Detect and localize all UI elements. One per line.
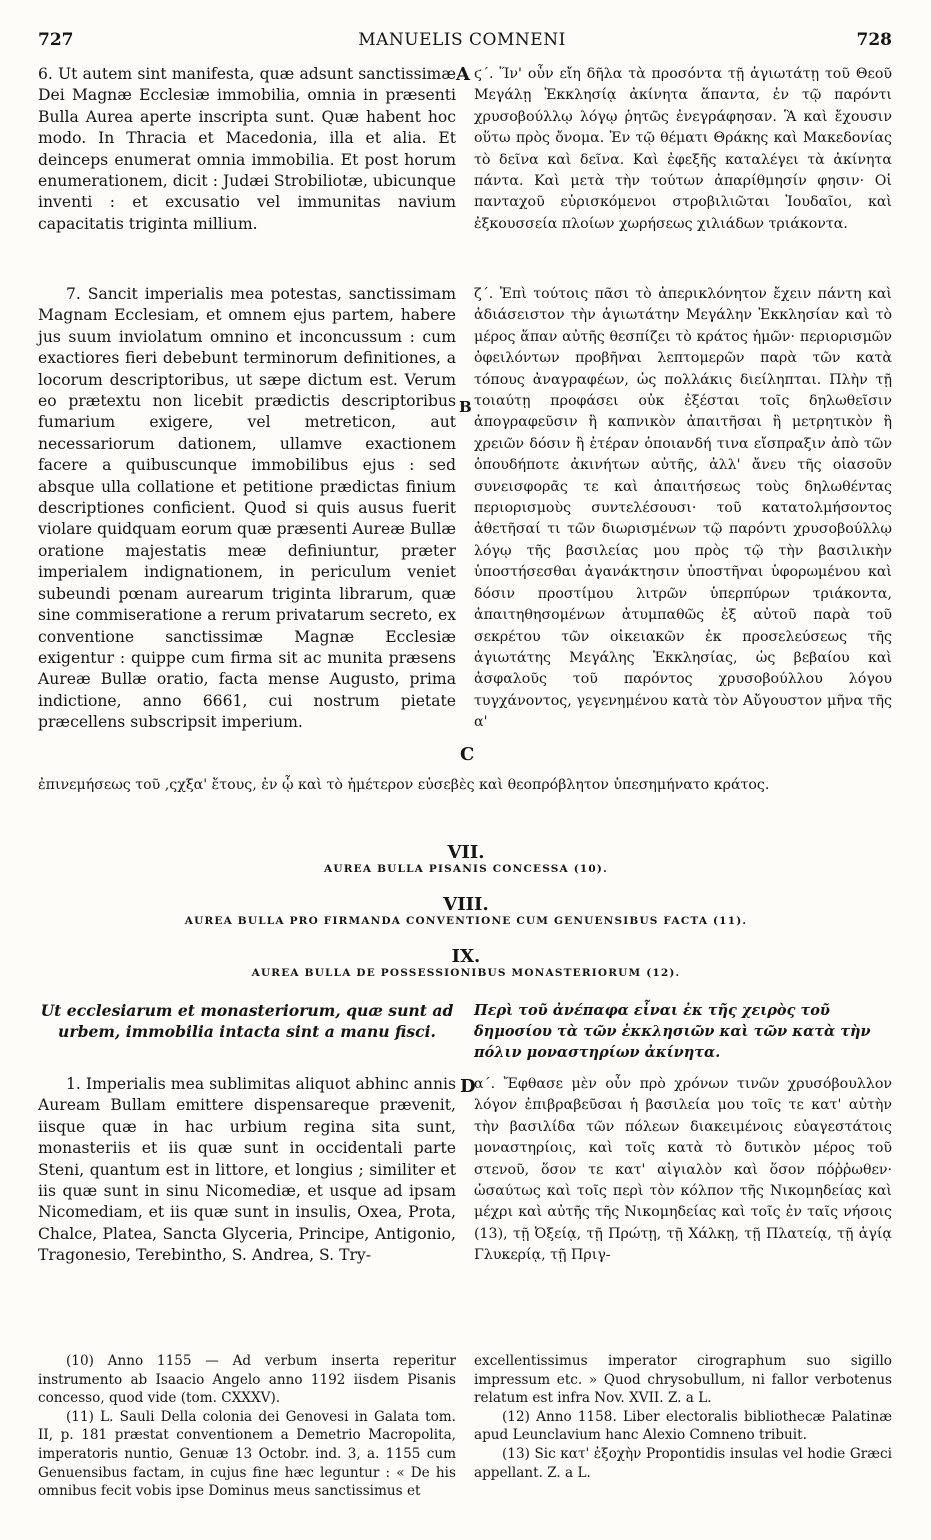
margin-letter-c: C: [460, 744, 475, 765]
latin-text: 6. Ut autem sint manifesta, quæ adsunt sanctissimæ Dei Magnæ Ecclesiæ immobilia, omnia in præsenti Bulla Aurea aperte inscripta sunt. Quæ habent hoc modo. In Thracia et Macedonia, illa et alia. Et deinceps enumerat omnia immobilia. Et post horum enumerationem, dicit : Judæi Strobiliotæ, ubicunque inventi : et excusatio vel immunitas navium capacitatis triginta millium.: [38, 65, 456, 233]
section-number: IX.: [451, 946, 481, 967]
latin-paragraph-7: [38, 284, 456, 734]
section-heading-ix: [38, 946, 894, 979]
section-number: VII.: [447, 842, 485, 863]
summary-greek: Περὶ τοῦ ἀνέπαφα εἶναι ἐκ τῆς χειρὸς τοῦ δημοσίου τὰ τῶν ἐκκλησιῶν καὶ τῶν κατὰ τὴν πόλιν μοναστηρίων ἀκίνητα.: [474, 1002, 871, 1061]
section-heading-viii: [38, 894, 894, 927]
margin-letter-b: B: [459, 398, 472, 416]
footnote-12: (12) Anno 1158. Liber electoralis bibliothecæ Palatinæ apud Leunclavium hanc Alexio Comneno tribuit.: [474, 1408, 892, 1444]
page-number-right: 728: [856, 30, 892, 50]
greek-text: ϛ΄. Ἵν' οὖν εἴη δῆλα τὰ προσόντα τῇ ἁγιωτάτῃ τοῦ Θεοῦ Μεγάλῃ Ἐκκλησίᾳ ἀκίνητα ἅπαντα, ἐν τῷ παρόντι χρυσοβούλλῳ λόγῳ ῥητῶς ἐνεγράφησαν. Ἃ καὶ ἔχουσιν οὕτω πρὸς ὄνομα. Ἐν τῷ θέματι Θράκης καὶ Μακεδονίας τὸ δεῖνα καὶ δεῖνα. Καὶ ἐφεξῆς καταλέγει τὰ ἀκίνητα πάντα. Καὶ μετὰ τὴν τούτων ἀπαρίθμησίν φησιν· Οἱ πανταχοῦ εὑρισκόμενοι στροβιλιῶται Ἰουδαῖοι, καὶ ἐξκουσσεία πλοίων χωρήσεως χιλιάδων τριάκοντα.: [474, 66, 892, 232]
page-header: [32, 30, 892, 56]
page-number-left: 727: [38, 30, 74, 50]
greek-text: ζ΄. Ἐπὶ τούτοις πᾶσι τὸ ἀπερικλόνητον ἔχειν πάντη καὶ ἀδιάσειστον τὴν ἁγιωτάτην Μεγάλην Ἐκκλησίαν καὶ τὸ μέρος ἅπαν αὐτῆς θεσπίζει τὸ κράτος ἡμῶν· περιορισμῶν ὀφειλόντων προβῆναι λεπτομερῶν παρὰ τῶν κατὰ τόπους ἀναγραφέων, ὡς πολλάκις διείληπται. Πλὴν τῇ τοιαύτῃ προφάσει οὐκ ἐξέσται τοῖς δηλωθεῖσιν ἀπογραφεῦσιν ἢ καπνικὸν ἀπαιτῆσαι ἢ μετρητικὸν ἢ χρειῶν δόσιν ἢ ἑτέραν ὁποιανδή τινα εἴσπραξιν ἀπὸ τῶν ὁπουδήποτε ἀκινήτων αὐτῆς, ἀλλ' ἄνευ τῆς οἱασοῦν συνεισφορᾶς τε καὶ ἀπαιτήσεως τοὺς δηλωθέντας περιορισμοὺς συντελέσουσι· τοῦ κατατολμήσοντος ἀθετῆσαί τι τῶν διωρισμένων τῷ παρόντι χρυσοβούλλῳ λόγῳ τῆς βασιλείας μου πρὸς τῷ τὴν βασιλικὴν ὑποστήσεσθαι ἀγανάκτησιν ὑποστῆναι ὑφορωμένου καὶ δόσιν προστίμου λιτρῶν ὑπερπύρων τριάκοντα, ἀπαιτηθησομένων ἀτυμπαθῶς ἐξ αὐτοῦ παρὰ τοῦ σεκρέτου τῶν οἰκειακῶν ἐκ προσελεύσεως τῆς ἁγιωτάτης Μεγάλης Ἐκκλησίας, ὡς βεβαίου καὶ ἀσφαλοῦς τοῦ παρόντος χρυσοβούλλου λόγου τυγχάνοντος, γεγενημένου κατὰ τὸν Αὔγουστον μῆνα τῆς α': [474, 286, 892, 731]
footnote-11-continued: excellentissimus imperator cirographum suo sigillo impressum etc. » Quod chrysobullum, ni fallor verbotenus relatum est infra Nov. XVII. Z. a L.: [474, 1353, 892, 1407]
latin-paragraph-6: [38, 64, 456, 235]
greek-paragraph-7: [474, 284, 892, 734]
greek-text: ἐπινεμήσεως τοῦ ,ςχξα' ἔτους, ἐν ᾧ καὶ τὸ ἡμέτερον εὐσεβὲς καὶ θεοπρόβλητον ὑπεσημήνατο κράτος.: [38, 777, 770, 793]
footnotes-right: [474, 1352, 892, 1482]
footnote-11: (11) L. Sauli Della colonia dei Genovesi in Galata tom. II, p. 181 præstat conventionem a Demetrio Macropolita, imperatoris nuntio, Genuæ 13 Octobr. ind. 3, a. 1155 cum Genuensibus factam, in cujus fine hæc leguntur : « De his omnibus fecit vobis ipse Dominus meus sanctissimus et: [38, 1408, 456, 1500]
latin-text: 1. Imperialis mea sublimitas aliquot abhinc annis Auream Bullam emittere dispensareque prævenit, iisque quæ in hac urbium regina sita sunt, monasteriis et iis quæ sunt in occidentali parte Steni, quantum est in littore, et longius ; similiter et iis quæ sunt in sinu Nicomediæ, et usque ad ipsam Nicomediam, et iis quæ sunt in insulis, Oxea, Prota, Chalce, Platea, Sancta Glyceria, Principe, Antigonio, Tragonesio, Terebintho, S. Andrea, S. Try-: [38, 1075, 456, 1265]
section-heading-vii: [38, 842, 894, 875]
margin-letter-a: A: [456, 64, 470, 85]
latin-text: 7. Sancit imperialis mea potestas, sanctissimam Magnam Ecclesiam, et omnem ejus partem, habere jus suum inviolatum omnino et inconcussum : cum exactiores fieri debebunt terminorum definitiones, a locorum descriptoribus, ut sæpe dictum est. Verum eo prætextu non licebit prædictis descriptoribus fumarium exigere, vel metreticon, aut necessariorum dationem, ullamve exactionem facere a quibuscunque immobilibus ejus : sed absque ulla collatione et petitione prædictas finium descriptiones conficient. Quod si quis ausus fuerit violare quidquam eorum quæ præsenti Aureæ Bullæ oratione majestatis meæ definiuntur, præter imperialem indignationem, in periculum veniet subeundi pœnam aurearum triginta librarum, quæ sine commiseratione a rerum privatarum secreto, ex conventione sanctissimæ Magnæ Ecclesiæ exigentur : quippe cum firma sit ac munita præsens Aureæ Bullæ oratio, facta mense Augusto, prima indictione, anno 6661, cui nostrum pietate præcellens subscripsit imperium.: [38, 285, 456, 732]
greek-paragraph-6: [474, 64, 892, 235]
greek-paragraph-7-continuation: [38, 775, 894, 796]
summary-latin: Ut ecclesiarum et monasteriorum, quæ sunt ad urbem, immobilia intacta sint a manu fisci.: [40, 1001, 454, 1041]
greek-text: α΄. Ἔφθασε μὲν οὖν πρὸ χρόνων τινῶν χρυσόβουλλον λόγον ἐπιβραβεῦσαι ἡ βασιλεία μου τοῖς τε κατ' αὐτὴν τὴν βασιλίδα τῶν πόλεων διακειμένοις εὐαγεστάτοις μοναστηρίοις, καὶ τοῖς κατὰ τὸ δυτικὸν μέρος τοῦ στενοῦ, ὅσον τε κατ' αἰγιαλὸν καὶ ὅσον πόῤῥωθεν· ὡσαύτως καὶ τοῖς περὶ τὸν κόλπον τῆς Νικομηδείας καὶ μέχρι καὶ αὐτῆς τῆς Νικομηδείας καὶ τοῖς ἐν ταῖς νήσοις (13), τῇ Ὀξείᾳ, τῇ Πρώτῃ, τῇ Χάλκῃ, τῇ Πλατείᾳ, τῇ ἁγίᾳ Γλυκερίᾳ, τῇ Πριγ-: [474, 1076, 892, 1264]
footnotes-left: [38, 1352, 456, 1501]
greek-paragraph-1: [474, 1074, 892, 1267]
margin-letter-d: D: [460, 1076, 476, 1097]
section-caption: AUREA BULLA DE POSSESSIONIBUS MONASTERIORUM (12).: [251, 967, 681, 979]
footnote-13: (13) Sic κατ' ἐξοχὴν Propontidis insulas vel hodie Græci appellant. Z. a L.: [474, 1445, 892, 1481]
section-caption: AUREA BULLA PRO FIRMANDA CONVENTIONE CUM GENUENSIBUS FACTA (11).: [184, 915, 748, 927]
section-caption: AUREA BULLA PISANIS CONCESSA (10).: [324, 863, 608, 875]
latin-paragraph-1: [38, 1074, 456, 1267]
section-number: VIII.: [443, 894, 489, 915]
footnote-10: (10) Anno 1155 — Ad verbum inserta reperitur instrumento ab Isaacio Angelo anno 1192 iisdem Pisanis concesso, quod vide (tom. CXXXV).: [38, 1353, 456, 1407]
running-title: MANUELIS COMNENI: [358, 30, 566, 50]
